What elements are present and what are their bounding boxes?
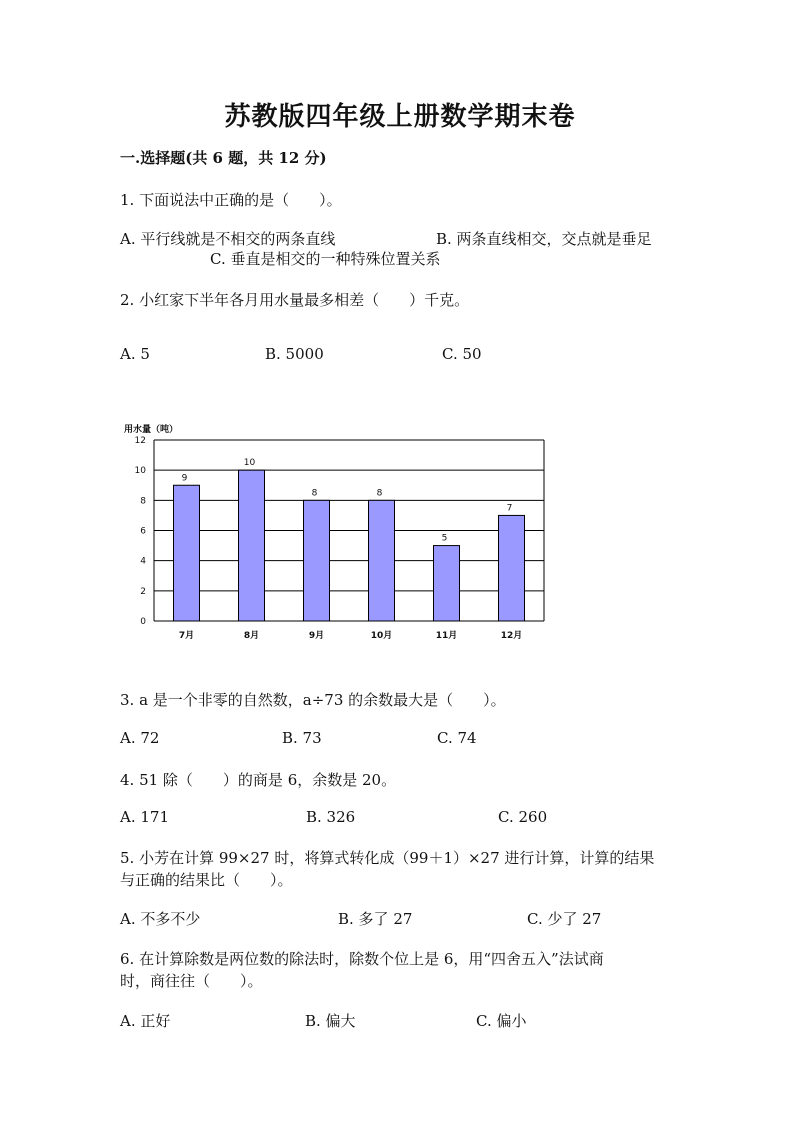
question-3-option-a: A. 72 bbox=[120, 729, 160, 747]
data-label-11月: 5 bbox=[441, 533, 448, 544]
question-4-text: 4. 51 除（ ）的商是 6，余数是 20。 bbox=[120, 771, 397, 789]
y-axis-label: 用水量（吨） bbox=[124, 425, 179, 435]
bar-8月 bbox=[239, 470, 265, 621]
question-6-option-c: C. 偏小 bbox=[476, 1012, 527, 1030]
x-tick-label-10月: 10月 bbox=[370, 631, 393, 641]
question-2-option-c: C. 50 bbox=[442, 345, 482, 363]
question-1-option-b: B. 两条直线相交，交点就是垂足 bbox=[436, 230, 652, 248]
question-2-text: 2. 小红家下半年各月用水量最多相差（ ）千克。 bbox=[120, 291, 470, 309]
question-2-option-b: B. 5000 bbox=[265, 345, 324, 363]
data-label-10月: 8 bbox=[376, 488, 383, 499]
x-tick-label-7月: 7月 bbox=[178, 631, 195, 641]
question-4-option-a: A. 171 bbox=[120, 808, 169, 826]
question-6-text-line-2: 时，商往往（ ）。 bbox=[120, 972, 263, 990]
bar-11月 bbox=[434, 546, 460, 621]
data-label-8月: 10 bbox=[243, 458, 256, 469]
question-4-option-c: C. 260 bbox=[498, 808, 548, 826]
x-tick-label-12月: 12月 bbox=[500, 631, 523, 641]
x-tick-label-9月: 9月 bbox=[308, 631, 325, 641]
data-label-12月: 7 bbox=[506, 503, 513, 514]
question-6-text-line-1: 6. 在计算除数是两位数的除法时，除数个位上是 6，用“四舍五入”法试商 bbox=[120, 950, 604, 968]
data-label-9月: 8 bbox=[311, 488, 318, 499]
data-label-7月: 9 bbox=[181, 473, 188, 484]
question-1-text: 1. 下面说法中正确的是（ ）。 bbox=[120, 191, 342, 209]
bar-7月 bbox=[174, 485, 200, 621]
y-tick-label-6: 6 bbox=[140, 526, 146, 537]
question-5-option-b: B. 多了 27 bbox=[338, 910, 413, 928]
x-tick-label-11月: 11月 bbox=[435, 631, 458, 641]
question-6-option-a: A. 正好 bbox=[120, 1012, 171, 1030]
water-usage-chart bbox=[118, 418, 558, 650]
question-3-option-c: C. 74 bbox=[437, 729, 477, 747]
y-tick-label-2: 2 bbox=[140, 586, 146, 597]
y-tick-label-8: 8 bbox=[140, 496, 146, 507]
question-5-option-c: C. 少了 27 bbox=[527, 910, 602, 928]
y-tick-label-10: 10 bbox=[134, 466, 146, 477]
y-tick-label-4: 4 bbox=[140, 556, 146, 567]
bar-12月 bbox=[499, 515, 525, 621]
question-5-text-line-1: 5. 小芳在计算 99×27 时，将算式转化成（99＋1）×27 进行计算，计算的结果 bbox=[120, 849, 655, 867]
question-5-option-a: A. 不多不少 bbox=[120, 910, 201, 928]
question-4-option-b: B. 326 bbox=[306, 808, 356, 826]
x-tick-label-8月: 8月 bbox=[243, 631, 260, 641]
question-3-option-b: B. 73 bbox=[282, 729, 322, 747]
y-tick-label-0: 0 bbox=[140, 617, 146, 627]
page-title: 苏教版四年级上册数学期末卷 bbox=[224, 102, 576, 132]
question-1-option-c: C. 垂直是相交的一种特殊位置关系 bbox=[210, 250, 441, 268]
y-tick-label-12: 12 bbox=[134, 436, 146, 446]
question-2-option-a: A. 5 bbox=[120, 345, 150, 363]
plot-area bbox=[135, 436, 544, 641]
bar-10月 bbox=[369, 500, 395, 621]
section-heading: 一.选择题(共 6 题，共 12 分) bbox=[120, 149, 327, 167]
question-5-text-line-2: 与正确的结果比（ ）。 bbox=[120, 871, 293, 889]
question-1-option-a: A. 平行线就是不相交的两条直线 bbox=[120, 230, 336, 248]
question-6-option-b: B. 偏大 bbox=[305, 1012, 356, 1030]
bar-9月 bbox=[304, 500, 330, 621]
question-3-text: 3. a 是一个非零的自然数，a÷73 的余数最大是（ ）。 bbox=[120, 691, 506, 709]
